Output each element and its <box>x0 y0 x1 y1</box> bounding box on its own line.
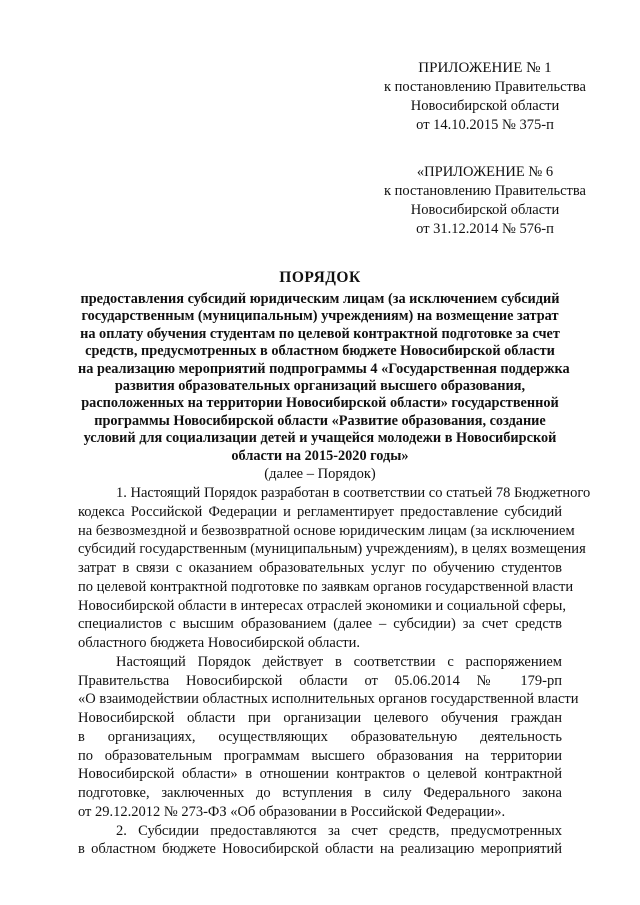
text-line: на безвозмездной и безвозвратной основе юридическим лицам (за исключением <box>78 522 575 539</box>
text-line: от 29.12.2012 № 273-ФЗ «Об образовании в Российской Федерации». <box>78 803 506 820</box>
text-line: кодекса Российской Федерации и регламентирует предоставление субсидий <box>78 503 562 520</box>
text-line: в организациях, осуществляющих образовательную деятельность <box>78 728 562 745</box>
subtitle-line: программы Новосибирской области «Развитие образования, создание <box>94 412 546 429</box>
subtitle-line: области на 2015-2020 годы» <box>231 447 409 464</box>
subtitle-line: на реализацию мероприятий подпрограммы 4 «Государственная поддержка <box>78 360 570 377</box>
text-line: субсидий государственным (муниципальным) учреждениям), в целях возмещения <box>78 541 586 558</box>
appendix-6-title: «ПРИЛОЖЕНИЕ № 6 <box>416 164 554 180</box>
text-line: 2. Субсидии предоставляются за счет средств, предусмотренных <box>116 822 562 839</box>
subtitle-line: на оплату обучения студентам по целевой контрактной подготовке за счет <box>80 325 560 342</box>
appendix-1-line2: к постановлению Правительства <box>384 79 586 95</box>
text-line: затрат в связи с оказанием образовательных услуг по обучению студентов <box>78 560 562 576</box>
document-body <box>78 484 591 859</box>
appendix-1-header <box>380 59 590 135</box>
text-line: областного бюджета Новосибирской области. <box>78 635 361 651</box>
text-line: подготовке, заключенных до вступления в силу Федерального закона <box>78 785 562 801</box>
text-line: по целевой контрактной подготовке по заявкам органов государственной власти <box>78 578 574 595</box>
subtitle-line: расположенных на территории Новосибирской области» государственной <box>81 395 559 412</box>
document-subtitle <box>78 291 570 465</box>
subtitle-line: развития образовательных организаций высшего образования, <box>114 378 526 395</box>
appendix-6-header <box>380 163 590 239</box>
appendix-1-date: от 14.10.2015 № 375-п <box>416 117 554 133</box>
subtitle-line: средств, предусмотренных в областном бюджете Новосибирской области <box>85 343 555 360</box>
appendix-1-title: ПРИЛОЖЕНИЕ № 1 <box>418 60 552 76</box>
paragraph-3 <box>78 822 562 860</box>
text-line: Настоящий Порядок действует в соответствии с распоряжением <box>116 653 562 670</box>
subtitle-line: государственным (муниципальным) учреждениям) на возмещение затрат <box>81 308 559 325</box>
appendix-6-line2: к постановлению Правительства <box>384 183 586 199</box>
text-line: Правительства Новосибирской области от 05.06.2014 № 179-рп <box>78 672 562 689</box>
document-short-name: (далее – Порядок) <box>264 466 376 483</box>
document-heading <box>78 268 570 483</box>
appendix-6-date: от 31.12.2014 № 576-п <box>416 221 554 237</box>
text-line: Новосибирской области при организации целевого обучения граждан <box>78 710 562 726</box>
text-line: специалистов с высшим образованием (далее – субсидии) за счет средств <box>78 616 562 633</box>
text-line: «О взаимодействии областных исполнительных органов государственной власти <box>78 691 579 708</box>
paragraph-2 <box>78 653 579 822</box>
text-line: Новосибирской области» в отношении контрактов о целевой контрактной <box>78 766 562 783</box>
text-line: Новосибирской области в интересах отраслей экономики и социальной сферы, <box>78 597 566 614</box>
text-line: 1. Настоящий Порядок разработан в соответствии со статьей 78 Бюджетного <box>116 485 591 501</box>
paragraph-1 <box>78 484 591 653</box>
document-title: ПОРЯДОК <box>279 269 361 286</box>
text-line: по образовательным программам высшего образования на территории <box>78 747 562 764</box>
subtitle-line: предоставления субсидий юридическим лицам (за исключением субсидий <box>80 291 560 307</box>
appendix-1-line3: Новосибирской области <box>410 98 560 114</box>
appendix-6-line3: Новосибирской области <box>410 202 560 218</box>
subtitle-line: условий для социализации детей и учащейся молодежи в Новосибирской <box>83 430 557 447</box>
text-line: в областном бюджете Новосибирской области на реализацию мероприятий <box>78 841 562 858</box>
